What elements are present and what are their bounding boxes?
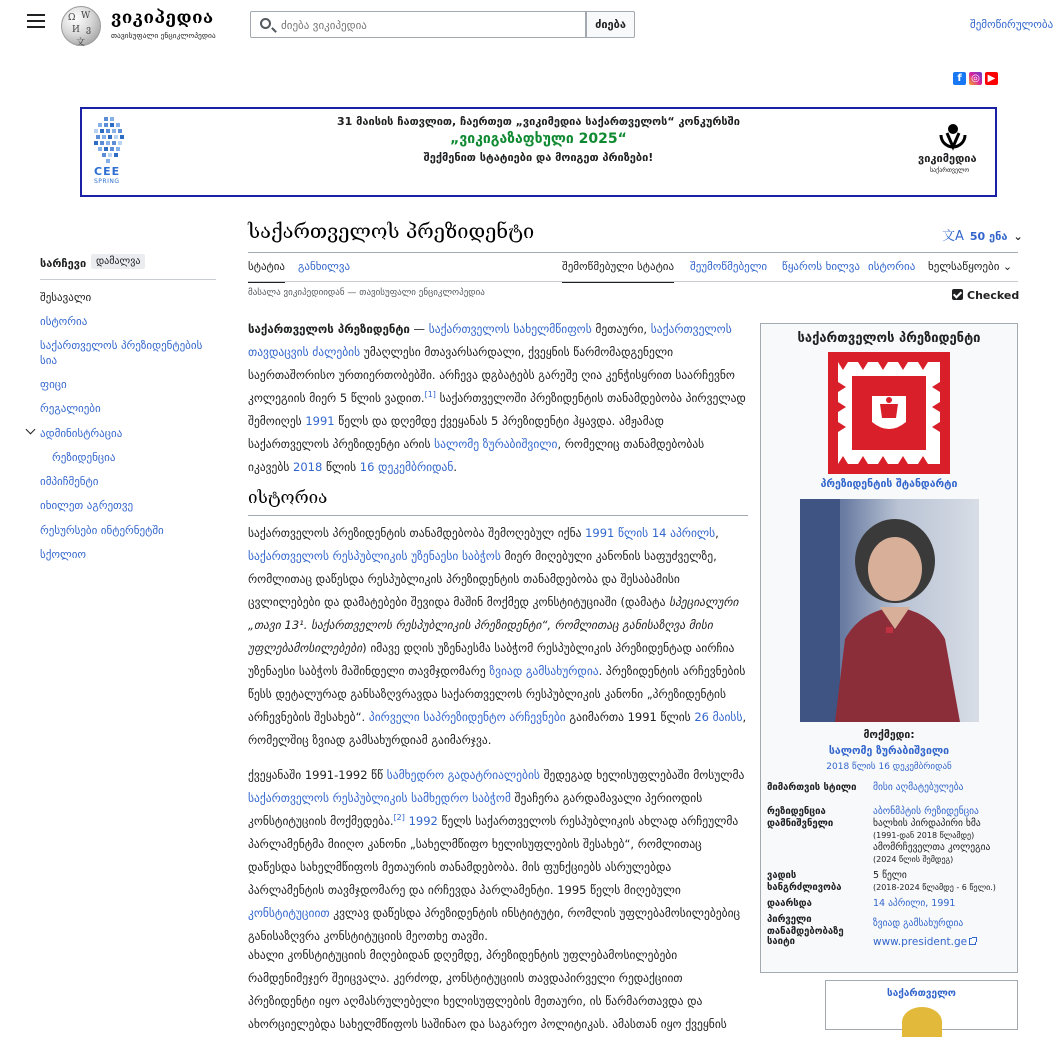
toc-item-history[interactable]: ისტორია bbox=[40, 315, 88, 328]
wikimedia-org-sub: საქართველო bbox=[930, 167, 970, 174]
presidential-standard-image[interactable] bbox=[828, 352, 950, 474]
banner-line-3: შექმენით სტატიები და მოიგეთ პრიზები! bbox=[423, 151, 654, 164]
link-zviad-gamsakhurdia[interactable]: ზვიად გამსახურდია bbox=[489, 664, 599, 678]
intro-bold: საქართველოს პრეზიდენტი bbox=[248, 322, 410, 336]
row-value[interactable]: 14 აპრილი, 1991 bbox=[873, 898, 956, 909]
president-portrait-image[interactable] bbox=[800, 499, 979, 722]
intro-text-3: უმაღლესი მთავარსარდალი, ქვეყნის წარმომადგენელი საერთაშორისო ურთიერთობებში. არჩევა დგბატებს გარეშე ღია კენჭისყრით საარჩევნო კოლეგიის მიერ 5 წლის ვადით. bbox=[248, 345, 735, 405]
translate-icon: 文A bbox=[942, 229, 964, 244]
checkbox-icon bbox=[952, 289, 963, 300]
tabs-divider bbox=[248, 281, 1018, 282]
cee-label: CEE bbox=[94, 165, 121, 178]
toc-item-intro[interactable]: შესავალი bbox=[40, 291, 92, 304]
appointer-1: ხალხის პირდაპირი ხმა bbox=[873, 818, 981, 829]
row-value[interactable]: ზვიად გამსახურდია bbox=[873, 918, 964, 929]
checked-status[interactable] bbox=[952, 289, 1019, 302]
tab-article[interactable]: სტატია bbox=[248, 259, 285, 283]
toc-item-oath[interactable]: ფიცი bbox=[40, 378, 67, 391]
intro-text-1: — bbox=[409, 322, 429, 336]
infobox-row-term bbox=[767, 870, 1015, 898]
toc-divider bbox=[40, 279, 216, 280]
p2-text-3: შეაჩერა გარდამავალი პერიოდის კონსტიტუციის მოქმედება. bbox=[248, 791, 703, 828]
intro-paragraph bbox=[248, 318, 748, 479]
chevron-down-icon: ⌄ bbox=[1002, 260, 1013, 273]
wikimedia-org-name: ვიკიმედია bbox=[918, 152, 977, 165]
tools-menu[interactable] bbox=[928, 259, 1012, 283]
p2-text-4: წელს საქართველოს რესპუბლიკის ახლად არჩეულმა პარლამენტმა მიიღო კანონი „სახელმწიფო ხელისუფლების შესახებ“, რომლითაც დაწესდა სახელმწიფოს მეთაურის თანამდებობა. მის ფუნქციებს ასრულებდა პარლამენტის თავმჯდომარე და ირჩევდა პარლამენტი. 1995 წელს მიღებული bbox=[248, 814, 739, 897]
cee-sub-label: SPRING bbox=[94, 178, 120, 185]
banner-line-1: 31 მაისის ჩათვლით, ჩაერთეთ „ვიკიმედია საქართველოს“ კონკურსში bbox=[337, 115, 740, 128]
incumbent-since: 2018 წლის 16 დეკემბრიდან bbox=[826, 762, 952, 772]
infobox-row-website bbox=[767, 936, 1015, 950]
history-paragraph-1 bbox=[248, 522, 748, 752]
history-paragraph-3: ახალი კონსტიტუციის მიღებიდან დღემდე, პრეზიდენტის უფლებამოსილებები რამდენიმეჯერ შეიცვალა. კერძოდ, კონსტიტუციის თავდაპირველი რედაქციით პრეზიდენტი იყო აღმასრულებელი ხელისუფლების მეთაური, ის წარმართავდა და ახორციელებდა სახელმწიფოს საშინაო და საგარეო პოლიტიკას. ამასთან იყო ქვეყნის bbox=[248, 948, 727, 1031]
wikimedia-logo-icon bbox=[937, 121, 969, 153]
row-label: მიმართვის სტილი bbox=[767, 782, 857, 793]
reference-2[interactable]: [2] bbox=[393, 813, 405, 823]
infobox bbox=[760, 323, 1018, 973]
page-tabs bbox=[248, 259, 1020, 283]
tab-history[interactable]: ისტორია bbox=[868, 260, 916, 273]
toc-item-see-also[interactable]: იხილეთ აგრეთვე bbox=[40, 499, 134, 512]
infobox-row-style bbox=[767, 782, 1015, 806]
tab-discussion[interactable]: განხილვა bbox=[298, 260, 351, 273]
youtube-icon[interactable]: ▶ bbox=[985, 72, 998, 85]
search-box[interactable] bbox=[250, 11, 586, 38]
link-1991-april-14[interactable]: 1991 წლის 14 აპრილს bbox=[585, 526, 716, 540]
page-title: საქართველოს პრეზიდენტი bbox=[248, 219, 535, 243]
language-count: 50 ენა bbox=[969, 230, 1008, 243]
from-wikipedia-note: მასალა ვიკიპედიიდან — თავისუფალი ენციკლოპედია bbox=[248, 288, 485, 298]
title-divider bbox=[248, 252, 1018, 253]
row-label: დაარსდა bbox=[767, 898, 812, 909]
search-input[interactable] bbox=[279, 16, 579, 34]
row-label: დამნიშვნელი bbox=[767, 818, 834, 829]
search-icon bbox=[260, 18, 271, 29]
p1-text-1: საქართველოს პრეზიდენტის თანამდებობა შემოღებულ იქნა bbox=[248, 526, 586, 540]
row-value[interactable]: აბონმპტის რეზიდენცია bbox=[873, 806, 979, 817]
toc-heading: სარჩევი bbox=[40, 257, 87, 270]
term-note: (2018-2024 წლამდე - 6 წელი.) bbox=[873, 883, 996, 892]
intro-text-4: საქართველოში პრეზიდენტის თანამდებობა პირველად შემოიღეს bbox=[248, 391, 746, 428]
donate-link[interactable]: შემოწირულობა bbox=[970, 18, 1053, 31]
flag-caption[interactable] bbox=[761, 478, 1017, 490]
contest-banner[interactable] bbox=[80, 107, 997, 197]
infobox-details bbox=[767, 782, 1015, 950]
wikipedia-globe-icon[interactable]: Ω W И ვ 文 bbox=[61, 6, 101, 46]
incumbent-label: მოქმედი: bbox=[863, 729, 915, 741]
p1-text-5: . პრეზიდენტის არჩევნების წესს დეტალურად განსაზღვრავდა საქართველოს რესპუბლიკის კანონი „პრეზიდენტის არჩევნების შესახებ“. bbox=[248, 664, 746, 724]
navigation-box-georgia bbox=[825, 980, 1018, 1030]
incumbent-holder[interactable] bbox=[761, 745, 1017, 757]
banner-line-2: „ვიკიგაზაფხული 2025“ bbox=[450, 131, 627, 147]
row-value bbox=[873, 870, 1017, 894]
facebook-icon[interactable]: f bbox=[953, 72, 966, 85]
flag-caption-link[interactable]: პრეზიდენტის შტანდარტი bbox=[820, 478, 958, 490]
row-label: პირველი თანამდებობაზე bbox=[767, 914, 844, 937]
infobox-row-appointer bbox=[767, 818, 1015, 870]
intro-text-7: წლის bbox=[322, 460, 360, 474]
infobox-row-residence bbox=[767, 806, 1015, 818]
link-military-council[interactable]: საქართველოს რესპუბლიკის სამხედრო საბჭომ bbox=[248, 791, 511, 805]
p1-text-7: , რომელშიც ზვიად გამსახურდიამ გაიმარჯვა. bbox=[248, 710, 747, 747]
tab-view-source[interactable]: წყაროს ხილვა bbox=[782, 260, 860, 273]
language-button[interactable] bbox=[942, 225, 1023, 244]
toc-item-presidents-list[interactable]: საქართველოს პრეზიდენტების სია bbox=[40, 339, 203, 367]
link-2018[interactable]: 2018 bbox=[293, 460, 323, 474]
link-constitution[interactable]: კონსტიტუციით bbox=[248, 906, 330, 920]
toc-hide-button[interactable]: დამალვა bbox=[91, 254, 145, 269]
link-defense-forces[interactable]: საქართველოს თავდაცვის ძალების bbox=[248, 322, 732, 359]
row-value bbox=[873, 818, 1017, 866]
portrait-figure-icon bbox=[800, 499, 979, 722]
navbox-title[interactable]: საქართველო bbox=[887, 988, 956, 999]
site-tagline: თავისუფალი ენციკლოპედია bbox=[111, 31, 216, 40]
toc-item-external-links[interactable]: რესურსები ინტერნეტში bbox=[40, 524, 164, 537]
checked-label: Checked bbox=[967, 289, 1020, 302]
toc-item-residence[interactable]: რეზიდენცია bbox=[52, 451, 116, 464]
tab-reviewed-version[interactable]: შემოწმებული სტატია bbox=[562, 259, 674, 283]
row-label: საიტი bbox=[767, 936, 796, 947]
appointer-2: ამომრჩეველთა კოლეგია bbox=[873, 842, 991, 853]
incumbent-link[interactable]: სალომე ზურაბიშვილი bbox=[828, 745, 950, 757]
row-label: ვადის ხანგრძლივობა bbox=[767, 870, 842, 893]
row-value bbox=[873, 936, 1017, 949]
history-paragraph-2 bbox=[248, 764, 748, 948]
row-label: რეზიდენცია bbox=[767, 806, 826, 817]
website-link[interactable]: www.president.ge bbox=[873, 936, 968, 948]
appointer-2-note: (2024 წლის შემდეგ) bbox=[873, 855, 954, 864]
link-military-coup[interactable]: სამხედრო გადატრიალების bbox=[386, 768, 540, 782]
p2-text-1: ქვეყანაში 1991-1992 წწ bbox=[248, 768, 387, 782]
link-16-december[interactable]: 16 დეკემბრიდან bbox=[359, 460, 454, 474]
toc-expand-chevron-icon[interactable] bbox=[26, 425, 36, 435]
infobox-row-first-holder bbox=[767, 914, 1015, 936]
row-value[interactable]: მისი აღმატებულება bbox=[873, 782, 964, 793]
section-heading-history: ისტორია bbox=[248, 488, 328, 508]
term-length: 5 წელი bbox=[873, 870, 907, 881]
appointer-1-note: (1991-დან 2018 წლამდე) bbox=[873, 831, 975, 840]
intro-text-2: მეთაური, bbox=[591, 322, 651, 336]
infobox-row-established bbox=[767, 898, 1015, 914]
toc-item-references[interactable]: სქოლიო bbox=[40, 548, 87, 561]
intro-text-6: , რომელიც თანამდებობას იკავებს bbox=[248, 437, 705, 474]
search-button[interactable]: ძიება bbox=[586, 11, 635, 38]
p1-text-2: , bbox=[715, 526, 719, 540]
chevron-down-icon: ⌄ bbox=[1013, 230, 1023, 243]
link-1991[interactable]: 1991 bbox=[305, 414, 335, 428]
tools-label: ხელსაწყოები bbox=[928, 260, 1000, 273]
p1-text-4: ) იმავე დღის უზენაესმა საბჭომ რესპუბლიკის პრეზიდენტად აირჩია უზენაესი საბჭოს მაშინდელი თავმჯდომარე bbox=[248, 641, 735, 678]
link-supreme-council[interactable]: საქართველოს რესპუბლიკის უზენაესი საბჭოს bbox=[248, 549, 501, 563]
flag-border-pattern-icon bbox=[828, 352, 950, 474]
coat-of-arms-icon bbox=[902, 1007, 942, 1037]
p1-text-3: მიერ მიღებული კანონის საფუძველზე, რომლითაც დაწესდა რესპუბლიკის პრეზიდენტის თანამდებობა და შესაბამისი ცვლილებები და დამატებები შევიდა მაშინ მოქმედ კონსტიტუციაში (დამატა bbox=[248, 549, 717, 609]
intro-text-5: წელს და დღემდე ქვეყანას 5 პრეზიდენტი ჰყავდა. ამჟამად საქართველოს პრეზიდენტი არის bbox=[248, 414, 664, 451]
site-name[interactable]: ვიკიპედია bbox=[111, 8, 214, 28]
intro-text-8: . bbox=[453, 460, 457, 474]
tab-unreviewed-version[interactable]: შეუმოწმებელი bbox=[690, 260, 768, 273]
toc-item-regalia[interactable]: რეგალიები bbox=[40, 402, 101, 415]
link-salome-zourabichvili[interactable]: სალომე ზურაბიშვილი bbox=[434, 437, 558, 451]
instagram-icon[interactable]: ◎ bbox=[969, 72, 982, 85]
toc-item-administration[interactable]: ადმინისტრაცია bbox=[40, 427, 123, 440]
toc-item-impeachment[interactable]: იმპიჩმენტი bbox=[40, 475, 99, 488]
p2-text-5: კვლავ დაწესდა პრეზიდენტის ინსტიტუტი, რომლის უფლებამოსილებებიც განისაზღვრა კონსტიტუციის მეოთხე თავში. bbox=[248, 906, 741, 943]
link-1992[interactable]: 1992 bbox=[408, 814, 438, 828]
section-divider bbox=[248, 515, 748, 516]
hamburger-menu-icon[interactable] bbox=[27, 14, 45, 28]
infobox-title: საქართველოს პრეზიდენტი bbox=[797, 331, 981, 346]
external-link-icon bbox=[969, 938, 976, 945]
link-georgian-state[interactable]: საქართველოს სახელმწიფოს bbox=[428, 322, 592, 336]
p1-text-6: გაიმართა 1991 წლის bbox=[565, 710, 695, 724]
link-26-may[interactable]: 26 მაისს bbox=[694, 710, 743, 724]
p2-text-2: შედეგად ხელისუფლებაში მოსულმა bbox=[539, 768, 745, 782]
link-first-elections[interactable]: პირველი საპრეზიდენტო არჩევნები bbox=[368, 710, 566, 724]
p1-italic: სპეციალური „თავი 13¹. საქართველოს რესპუბლიკის პრეზიდენტი“, რომლითაც განისაზღვა მისი უფლებამოსილებები bbox=[248, 595, 739, 655]
reference-1[interactable]: [1] bbox=[424, 390, 436, 400]
